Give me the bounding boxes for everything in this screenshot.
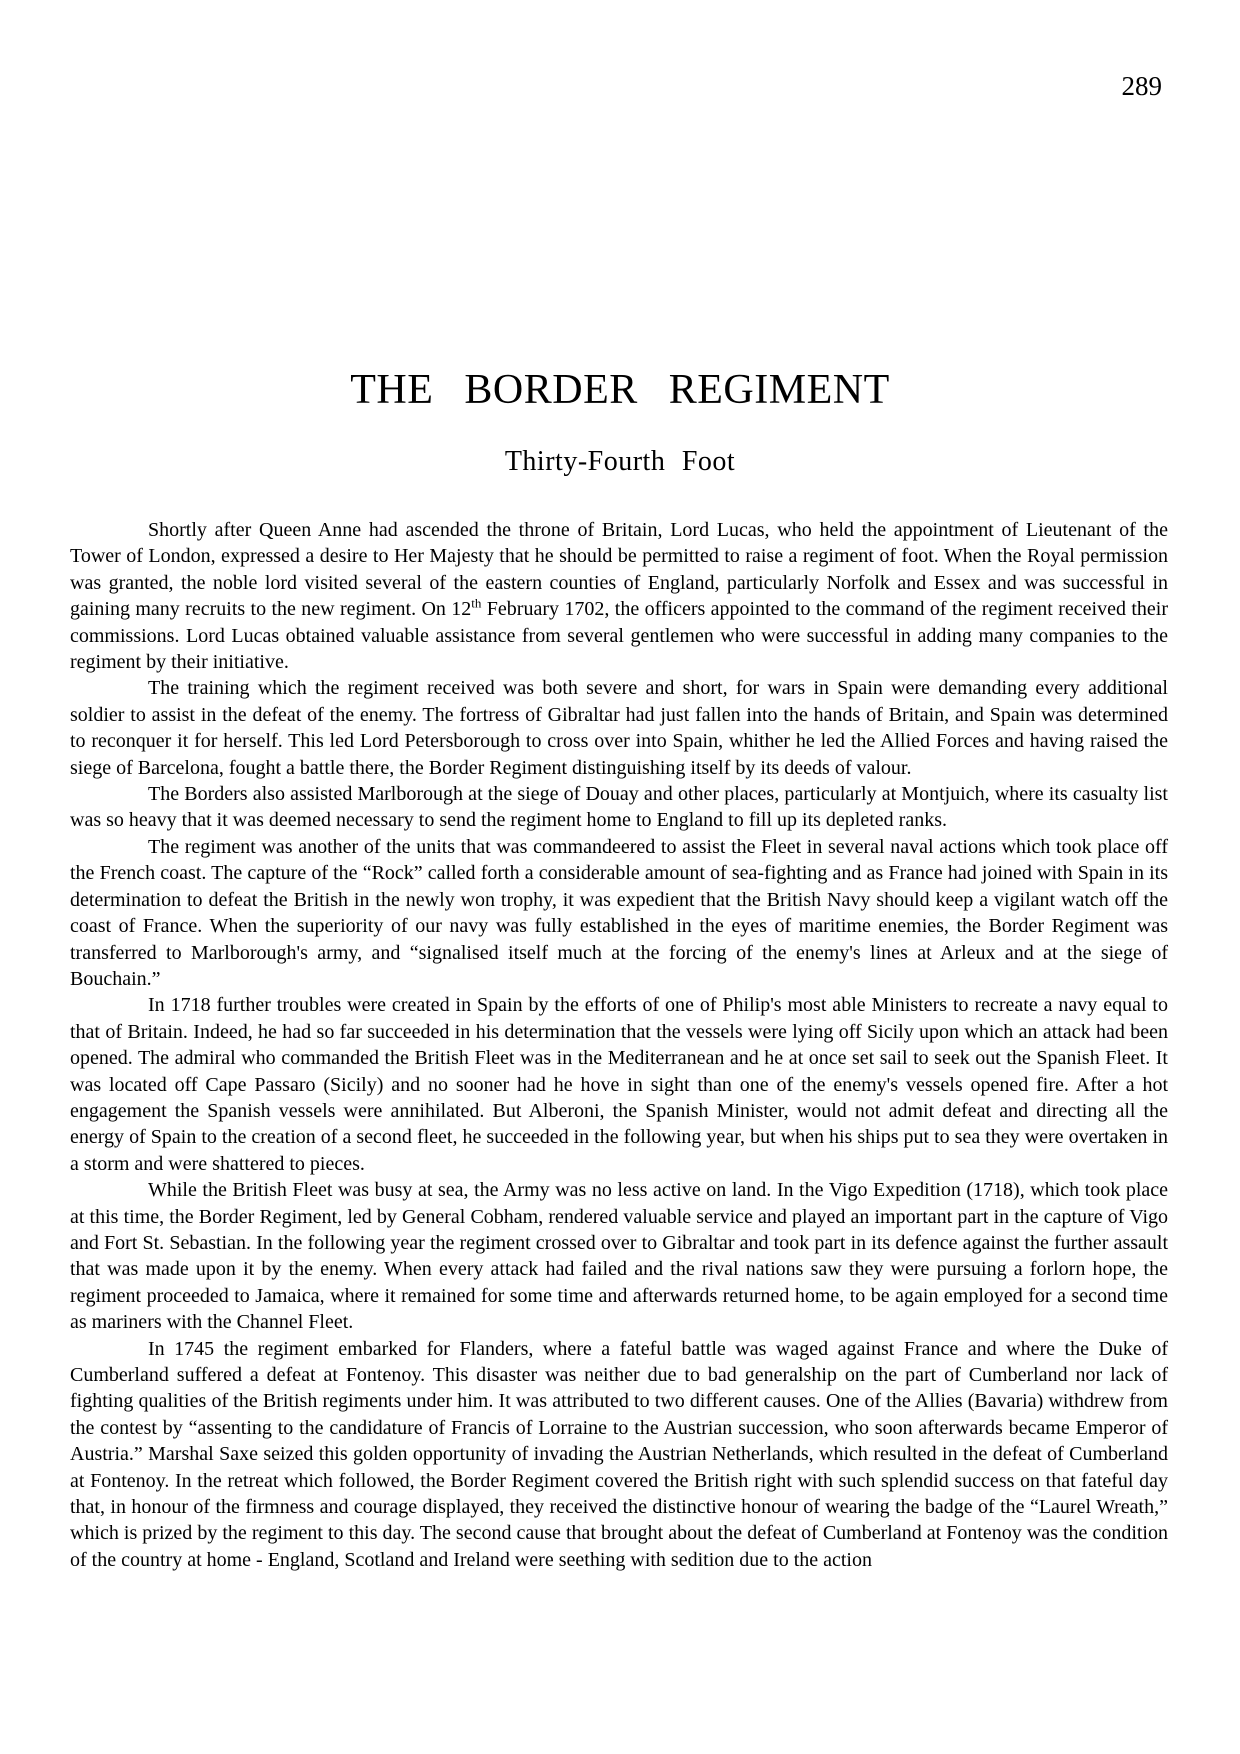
paragraph-6: While the British Fleet was busy at sea, the Army was no less active on land. In the Vigo Expedition (1718), which took place at this time, the Border Regiment, led by General Cobham, rendered valuable service and played an important part in the capture of Vigo and Fort St. Sebastian. In the following year the regiment crossed over to Gibraltar and took part in its defence against the further assault that was made upon it by the enemy. When every attack had failed and the rival nations saw they were pursuing a forlorn hope, the regiment proceeded to Jamaica, where it remained for some time and afterwards returned home, to be again employed for a second time as mariners with the Channel Fleet. xyxy=(70,1179,1168,1334)
paragraph-2: The training which the regiment received was both severe and short, for wars in Spain were demanding every additional soldier to assist in the defeat of the enemy. The fortress of Gibraltar had just fallen into the hands of Britain, and Spain was determined to reconquer it for herself. This led Lord Petersborough to cross over into Spain, whither he led the Allied Forces and having raised the siege of Barcelona, fought a battle there, the Border Regiment distinguishing itself by its deeds of valour. xyxy=(70,677,1168,779)
paragraph-1 xyxy=(70,517,1168,675)
page-subtitle: Thirty-Fourth Foot xyxy=(504,446,736,477)
page-title: THE BORDER REGIMENT xyxy=(350,367,890,413)
paragraph-5: In 1718 further troubles were created in Spain by the efforts of one of Philip's most able Ministers to recreate a navy equal to that of Britain. Indeed, he had so far succeeded in his determination that the vessels were lying off Sicily upon which an attack had been opened. The admiral who commanded the British Fleet was in the Mediterranean and he at once set sail to seek out the Spanish Fleet. It was located off Cape Passaro (Sicily) and no sooner had he hove in sight than one of the enemy's vessels opened fire. After a hot engagement the Spanish vessels were annihilated. But Alberoni, the Spanish Minister, would not admit defeat and directing all the energy of Spain to the creation of a second fleet, he succeeded in the following year, but when his ships put to sea they were overtaken in a storm and were shattered to pieces. xyxy=(70,994,1168,1175)
superscript-ordinal: th xyxy=(471,595,482,611)
paragraph-3: The Borders also assisted Marlborough at the siege of Douay and other places, particularly at Montjuich, where its casualty list was so heavy that it was deemed necessary to send the regiment home to England to fill up its depleted ranks. xyxy=(70,783,1168,832)
paragraph-4: The regiment was another of the units that was commandeered to assist the Fleet in several naval actions which took place off the French coast. The capture of the “Rock” called forth a considerable amount of sea-fighting and as France had joined with Spain in its determination to defeat the British in the newly won trophy, it was expedient that the British Navy should keep a vigilant watch off the coast of France. When the superiority of our navy was fully established in the eyes of maritime enemies, the Border Regiment was transferred to Marlborough's army, and “signalised itself much at the forcing of the enemy's lines at Arleux and at the siege of Bouchain.” xyxy=(70,835,1168,990)
paragraph-1-run-1: Shortly after Queen Anne had ascended the throne of Britain, Lord Lucas, who held the appointment of Lieutenant of the Tower of London, expressed a desire to Her Majesty that he should be permitted to raise a regiment of foot. When the Royal permission was granted, the noble lord visited several of the eastern counties of England, particularly Norfolk and Essex and was successful in gaining many recruits to the new regiment. On 12 xyxy=(70,519,1168,621)
page-number: 289 xyxy=(1121,71,1162,101)
body-text xyxy=(70,517,1168,1573)
paragraph-7: In 1745 the regiment embarked for Flanders, where a fateful battle was waged against France and where the Duke of Cumberland suffered a defeat at Fontenoy. This disaster was neither due to bad generalship on the part of Cumberland nor lack of fighting qualities of the British regiments under him. It was attributed to two different causes. One of the Allies (Bavaria) withdrew from the contest by “assenting to the candidature of Francis of Lorraine to the Austrian succession, who soon afterwards became Emperor of Austria.” Marshal Saxe seized this golden opportunity of invading the Austrian Netherlands, which resulted in the defeat of Cumberland at Fontenoy. In the retreat which followed, the Border Regiment covered the British right with such splendid success on that fateful day that, in honour of the firmness and courage displayed, they received the distinctive honour of wearing the badge of the “Laurel Wreath,” which is prized by the regiment to this day. The second cause that brought about the defeat of Cumberland at Fontenoy was the condition of the country at home - England, Scotland and Ireland were seething with sedition due to the action xyxy=(70,1337,1168,1571)
paragraph-1-run-2: February 1702, the officers appointed to the command of the regiment received their commissions. Lord Lucas obtained valuable assistance from several gentlemen who were successful in adding many companies to the regiment by their initiative. xyxy=(70,598,1169,674)
